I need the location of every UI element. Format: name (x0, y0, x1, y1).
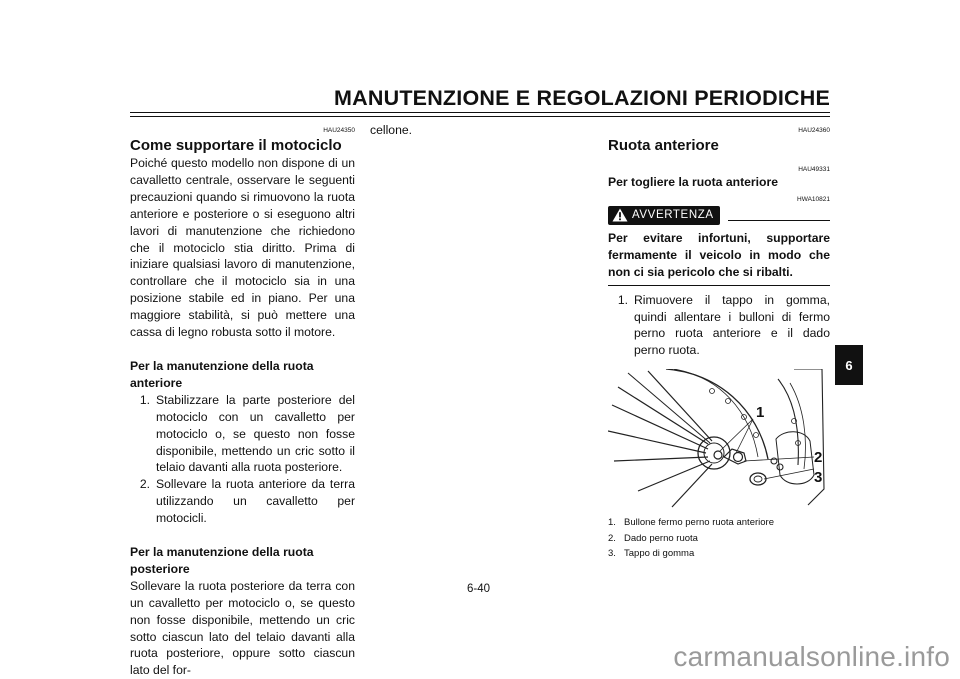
front-wheel-heading: Per la manutenzione della ruota anteriore (130, 358, 314, 390)
step-text: Sollevare la ruota anteriore da terra utilizzando un cavalletto per motocicli. (156, 477, 355, 526)
front-wheel-illustration (608, 369, 830, 509)
right-column (608, 122, 830, 562)
intro-paragraph: Poiché questo modello non dispone di un cavalletto centrale, osservare le seguenti precauzioni quando si rimuovono la ruota anteriore e posteriore o si eseguono altri lavori di manutenzione che richiedono che il motociclo stia diritto. Prima di iniziare qualsiasi lavoro di manutenzione, controllare che il motociclo sia in una posizione stabile ed in piano. Per una maggiore stabilità, si può mettere una cassa di legno robusta sotto il motore. (130, 156, 355, 340)
figure-label-2: 2 (814, 449, 823, 467)
header-rule-thin (130, 116, 830, 117)
continued-text: cellone. (370, 123, 413, 137)
figure-captions (608, 515, 830, 562)
list-item (130, 392, 355, 477)
left-column (130, 122, 355, 679)
front-steps-list (130, 392, 355, 527)
rear-paragraph: Sollevare la ruota posteriore da terra con un cavalletto per motociclo o, se questo non fosse disponibile, mettendo un cric sotto ciascun lato del telaio davanti alla ruota posteriore, oppure sotto ciascun lato del for- (130, 578, 355, 678)
remove-front-wheel-heading: Per togliere la ruota anteriore (608, 175, 779, 189)
removal-steps-list (608, 292, 830, 360)
list-item (608, 531, 830, 547)
section-code: HAU24350 (323, 127, 355, 134)
list-item (608, 546, 830, 562)
figure-label-3: 3 (814, 469, 823, 487)
list-item (608, 292, 830, 360)
caption-text: Tappo di gomma (624, 548, 695, 560)
step-number: 2. (139, 477, 150, 492)
page-header-title: MANUTENZIONE E REGOLAZIONI PERIODICHE (334, 86, 830, 110)
warning-label: AVVERTENZA (632, 208, 714, 221)
figure-label-1: 1 (756, 404, 765, 422)
warning-code: HWA10821 (797, 195, 830, 203)
warning-header (608, 206, 830, 225)
caption-text: Bullone fermo perno ruota anteriore (624, 517, 774, 529)
step-text: Rimuovere il tappo in gomma, quindi allentare i bulloni di fermo perno ruota anteriore e il dado perno ruota. (634, 292, 830, 358)
middle-column (370, 122, 595, 139)
page-number: 6-40 (467, 583, 491, 595)
section-code: HAU24360 (798, 127, 830, 134)
section-title-support: Come supportare il motociclo (130, 137, 342, 154)
caption-number: 3. (608, 548, 616, 560)
step-number: 1. (139, 392, 150, 407)
subsection-code: HAU49331 (798, 166, 830, 173)
caption-number: 2. (608, 532, 616, 544)
header-rule (130, 112, 830, 113)
front-wheel-figure (608, 369, 830, 509)
rear-wheel-heading: Per la manutenzione della ruota posteriore (130, 545, 314, 576)
warning-text: Per evitare infortuni, supportare fermamente il veicolo in modo che non ci sia pericolo che si ribalti. (608, 230, 830, 286)
step-text: Stabilizzare la parte posteriore del motociclo con un cavalletto per motociclo o, se questo non fosse disponibile, mettendo un cric sotto il telaio davanti alla ruota posteriore. (156, 392, 355, 475)
step-number: 1. (617, 292, 628, 307)
warning-triangle-icon (612, 208, 628, 222)
list-item (608, 515, 830, 531)
section-title-front-wheel: Ruota anteriore (608, 137, 719, 154)
caption-number: 1. (608, 517, 616, 529)
warning-badge (608, 206, 720, 225)
caption-text: Dado perno ruota (624, 532, 698, 544)
warning-rule (728, 220, 830, 221)
list-item (130, 476, 355, 527)
chapter-tab: 6 (835, 345, 863, 385)
watermark: carmanualsonline.info (673, 641, 950, 672)
